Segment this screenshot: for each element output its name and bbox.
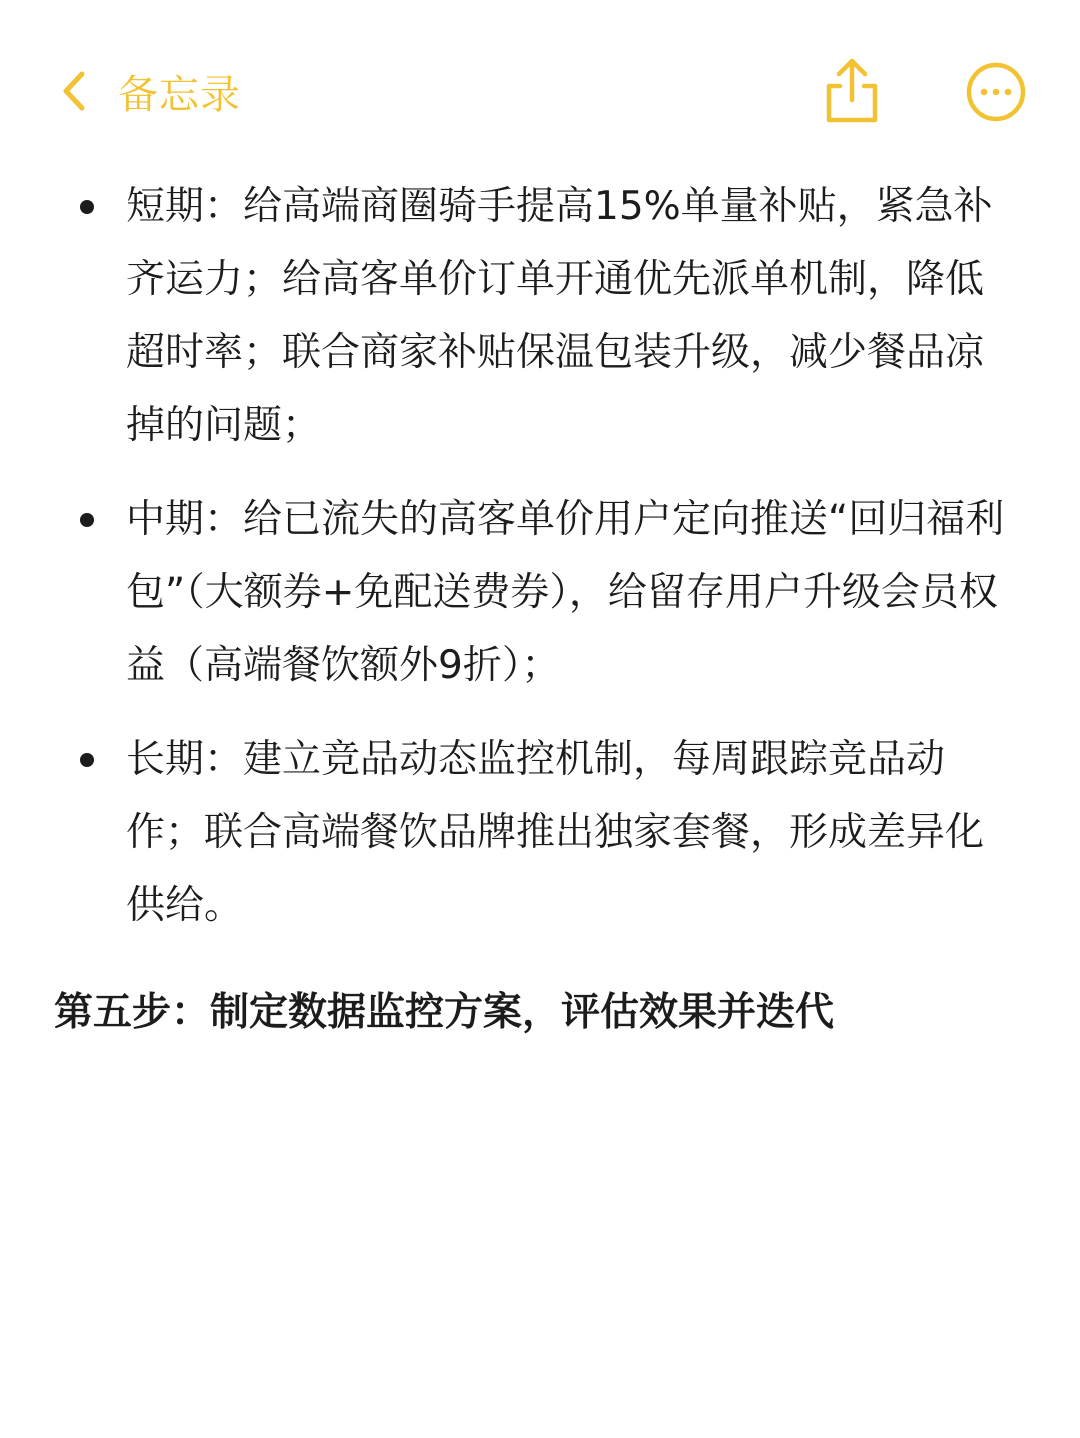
back-label: 备忘录 bbox=[118, 71, 241, 118]
list-item-text: 中期：给已流失的高客单价用户定向推送“回归福利包”（大额券+免配送费券），给留存用户升级会员权益（高端餐饮额外9折）； bbox=[126, 497, 1005, 688]
share-button[interactable] bbox=[820, 56, 884, 126]
bullet-list bbox=[0, 170, 1080, 942]
bullet-dot bbox=[80, 753, 94, 767]
bullet-dot bbox=[80, 200, 94, 214]
list-item-text: 长期：建立竞品动态监控机制，每周跟踪竞品动作；联合高端餐饮品牌推出独家套餐，形成差异化供给。 bbox=[126, 737, 985, 928]
back-button[interactable] bbox=[62, 56, 241, 126]
chevron-left-icon bbox=[62, 71, 86, 111]
list-item bbox=[0, 483, 1080, 702]
bullet-dot bbox=[80, 513, 94, 527]
list-item bbox=[0, 723, 1080, 942]
navigation-bar bbox=[0, 0, 1080, 170]
share-icon bbox=[820, 56, 884, 126]
section-heading: 第五步：制定数据监控方案，评估效果并迭代 bbox=[54, 990, 835, 1035]
more-button[interactable] bbox=[964, 60, 1028, 124]
note-body[interactable] bbox=[0, 170, 1080, 963]
list-item-text: 短期：给高端商圈骑手提高15%单量补贴，紧急补齐运力；给高客单价订单开通优先派单机制，降低超时率；联合商家补贴保温包装升级，减少餐品凉掉的问题； bbox=[126, 184, 993, 448]
more-icon bbox=[964, 60, 1028, 124]
list-item bbox=[0, 170, 1080, 462]
